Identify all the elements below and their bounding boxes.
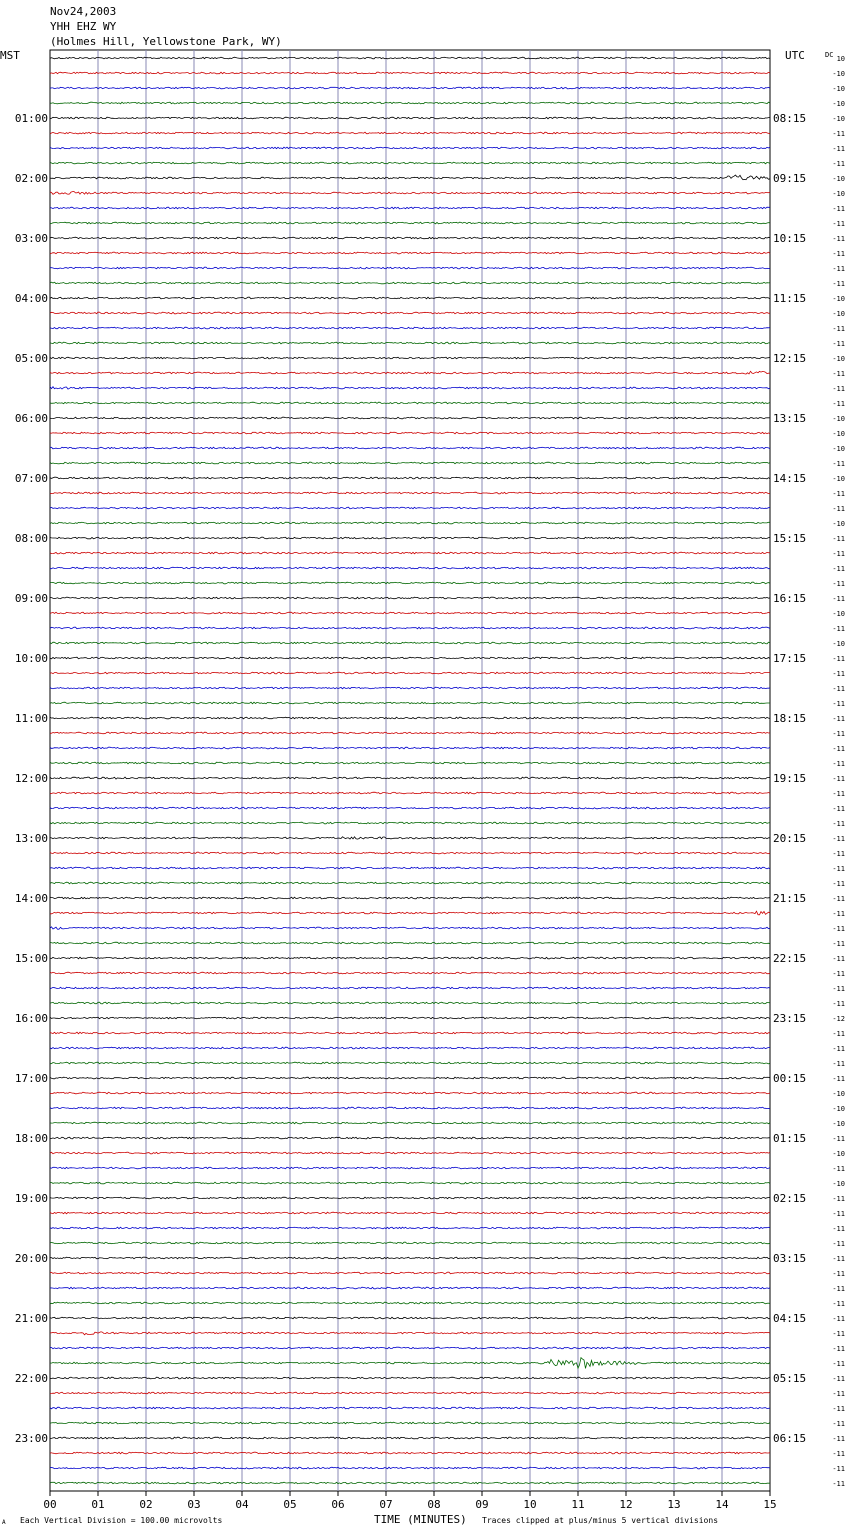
- trace-line: [50, 1137, 770, 1139]
- trace-line: [50, 357, 770, 359]
- dc-offset-value: -11: [832, 145, 845, 153]
- trace-line: [50, 252, 770, 254]
- dc-offset-value: -11: [832, 205, 845, 213]
- trace-line: [50, 1392, 770, 1394]
- trace-line: [50, 1107, 770, 1109]
- right-hour-label: 04:15: [773, 1312, 807, 1325]
- left-hour-label: 22:00: [14, 1372, 48, 1385]
- trace-line: [50, 1122, 770, 1124]
- station-location: (Holmes Hill, Yellowstone Park, WY): [50, 35, 282, 48]
- x-tick-label: 13: [667, 1498, 681, 1511]
- trace-line: [50, 582, 770, 584]
- trace-line: [50, 957, 770, 959]
- trace-line: [50, 777, 770, 779]
- left-hour-label: 03:00: [14, 232, 48, 245]
- trace-line: [50, 432, 770, 434]
- trace-line: [50, 1422, 770, 1424]
- trace-line: [50, 1197, 770, 1199]
- right-hour-label: 19:15: [773, 772, 807, 785]
- left-hour-label: 18:00: [14, 1132, 48, 1145]
- left-timezone-label: MST: [0, 49, 20, 62]
- dc-offset-value: -11: [832, 1420, 845, 1428]
- dc-offset-value: -11: [832, 265, 845, 273]
- trace-line: [50, 567, 770, 569]
- trace-line: [50, 1272, 770, 1274]
- trace-line: [50, 237, 770, 239]
- dc-offset-value: 10: [836, 55, 845, 63]
- dc-offset-value: -11: [832, 805, 845, 813]
- corner-mark: A: [2, 1519, 6, 1526]
- dc-offset-value: -11: [832, 1030, 845, 1038]
- trace-line: [50, 175, 770, 180]
- dc-offset-value: -11: [832, 1345, 845, 1353]
- dc-offset-value: -11: [832, 1195, 845, 1203]
- left-hour-label: 11:00: [14, 712, 48, 725]
- right-hour-label: 00:15: [773, 1072, 807, 1085]
- dc-offset-value: -11: [832, 1240, 845, 1248]
- right-hour-label: 15:15: [773, 532, 807, 545]
- trace-line: [50, 717, 770, 719]
- left-hour-label: 23:00: [14, 1432, 48, 1445]
- scale-note: Each Vertical Division = 100.00 microvolts: [20, 1516, 223, 1525]
- trace-line: [50, 477, 770, 479]
- trace-line: [50, 192, 770, 195]
- x-axis-title: TIME (MINUTES): [374, 1513, 467, 1526]
- trace-line: [50, 507, 770, 509]
- trace-line: [50, 327, 770, 329]
- dc-offset-value: -11: [832, 160, 845, 168]
- trace-line: [50, 1482, 770, 1484]
- dc-offset-value: -11: [832, 1315, 845, 1323]
- trace-line: [50, 462, 770, 464]
- right-hour-label: 10:15: [773, 232, 807, 245]
- dc-offset-value: -11: [832, 700, 845, 708]
- dc-offset-value: -11: [832, 970, 845, 978]
- dc-offset-value: -11: [832, 490, 845, 498]
- right-hour-label: 12:15: [773, 352, 807, 365]
- trace-line: [50, 687, 770, 689]
- x-tick-label: 12: [619, 1498, 633, 1511]
- trace-line: [50, 371, 770, 374]
- trace-line: [50, 1212, 770, 1214]
- trace-line: [50, 942, 770, 944]
- trace-line: [50, 657, 770, 659]
- dc-offset-value: -11: [832, 505, 845, 513]
- trace-line: [50, 1358, 770, 1369]
- dc-offset-value: -10: [832, 430, 845, 438]
- trace-line: [50, 642, 770, 644]
- trace-line: [50, 57, 770, 59]
- trace-line: [50, 627, 770, 629]
- trace-line: [50, 612, 770, 614]
- dc-offset-value: -11: [832, 580, 845, 588]
- dc-offset-value: -11: [832, 1375, 845, 1383]
- dc-offset-value: -11: [832, 535, 845, 543]
- x-tick-label: 04: [235, 1498, 249, 1511]
- dc-offset-value: -11: [832, 625, 845, 633]
- dc-offset-value: -11: [832, 670, 845, 678]
- dc-offset-value: -11: [832, 250, 845, 258]
- left-hour-label: 16:00: [14, 1012, 48, 1025]
- trace-line: [50, 1317, 770, 1319]
- dc-offset-value: -11: [832, 280, 845, 288]
- dc-offset-value: -11: [832, 325, 845, 333]
- dc-offset-value: -11: [832, 1480, 845, 1488]
- trace-line: [50, 402, 770, 404]
- dc-offset-value: -11: [832, 880, 845, 888]
- dc-offset-value: -11: [832, 925, 845, 933]
- dc-offset-value: -11: [832, 940, 845, 948]
- trace-line: [50, 72, 770, 74]
- dc-offset-value: -10: [832, 1090, 845, 1098]
- trace-line: [50, 822, 770, 824]
- dc-offset-value: -11: [832, 1300, 845, 1308]
- dc-offset-value: -11: [832, 460, 845, 468]
- trace-line: [50, 1182, 770, 1184]
- x-tick-label: 07: [379, 1498, 393, 1511]
- trace-line: [50, 1152, 770, 1154]
- trace-line: [50, 911, 770, 915]
- dc-offset-value: -11: [832, 1465, 845, 1473]
- x-tick-label: 09: [475, 1498, 489, 1511]
- dc-offset-value: -11: [832, 790, 845, 798]
- dc-offset-value: -10: [832, 415, 845, 423]
- trace-line: [50, 1257, 770, 1259]
- trace-line: [50, 492, 770, 494]
- dc-offset-value: -11: [832, 1135, 845, 1143]
- x-tick-label: 05: [283, 1498, 297, 1511]
- dc-offset-value: -11: [832, 1165, 845, 1173]
- dc-offset-value: -10: [832, 100, 845, 108]
- dc-offset-value: -11: [832, 730, 845, 738]
- right-hour-label: 05:15: [773, 1372, 807, 1385]
- trace-line: [50, 837, 770, 839]
- right-hour-label: 08:15: [773, 112, 807, 125]
- dc-offset-value: -11: [832, 220, 845, 228]
- dc-offset-value: -11: [832, 370, 845, 378]
- trace-line: [50, 1092, 770, 1094]
- left-hour-label: 02:00: [14, 172, 48, 185]
- trace-line: [50, 597, 770, 599]
- trace-line: [50, 1302, 770, 1304]
- dc-offset-value: -11: [832, 1360, 845, 1368]
- dc-offset-value: -11: [832, 130, 845, 138]
- trace-line: [50, 672, 770, 674]
- dc-offset-value: -10: [832, 115, 845, 123]
- x-tick-label: 11: [571, 1498, 585, 1511]
- trace-line: [50, 747, 770, 749]
- trace-line: [50, 1437, 770, 1439]
- right-hour-label: 23:15: [773, 1012, 807, 1025]
- right-hour-label: 21:15: [773, 892, 807, 905]
- right-hour-label: 16:15: [773, 592, 807, 605]
- trace-line: [50, 807, 770, 809]
- trace-line: [50, 552, 770, 554]
- trace-line: [50, 1062, 770, 1064]
- dc-offset-value: -11: [832, 895, 845, 903]
- dc-offset-value: -12: [832, 1015, 845, 1023]
- right-hour-label: 03:15: [773, 1252, 807, 1265]
- dc-offset-value: -11: [832, 1075, 845, 1083]
- right-hour-label: 09:15: [773, 172, 807, 185]
- dc-offset-value: -11: [832, 1330, 845, 1338]
- left-hour-label: 17:00: [14, 1072, 48, 1085]
- x-tick-label: 14: [715, 1498, 729, 1511]
- trace-line: [50, 1452, 770, 1454]
- trace-line: [50, 1077, 770, 1079]
- dc-offset-value: -11: [832, 1435, 845, 1443]
- dc-offset-value: -10: [832, 295, 845, 303]
- dc-offset-value: -11: [832, 1255, 845, 1263]
- x-tick-label: 02: [139, 1498, 153, 1511]
- left-hour-label: 10:00: [14, 652, 48, 665]
- dc-offset-value: -11: [832, 850, 845, 858]
- recording-date: Nov24,2003: [50, 5, 117, 18]
- trace-line: [50, 1032, 770, 1034]
- dc-offset-value: -11: [832, 955, 845, 963]
- dc-offset-value: -10: [832, 175, 845, 183]
- x-tick-label: 00: [43, 1498, 57, 1511]
- trace-line: [50, 987, 770, 989]
- dc-offset-value: -11: [832, 835, 845, 843]
- trace-line: [50, 447, 770, 449]
- left-hour-label: 13:00: [14, 832, 48, 845]
- dc-offset-value: -11: [832, 715, 845, 723]
- station-id: YHH EHZ WY: [50, 20, 117, 33]
- dc-offset-value: -11: [832, 340, 845, 348]
- dc-offset-value: -11: [832, 1450, 845, 1458]
- dc-offset-value: -11: [832, 745, 845, 753]
- trace-line: [50, 1002, 770, 1004]
- dc-offset-value: -10: [832, 1150, 845, 1158]
- trace-line: [50, 1227, 770, 1229]
- dc-offset-value: -11: [832, 1285, 845, 1293]
- trace-line: [50, 1467, 770, 1469]
- right-hour-label: 22:15: [773, 952, 807, 965]
- trace-line: [50, 87, 770, 89]
- x-tick-label: 08: [427, 1498, 441, 1511]
- dc-offset-value: -10: [832, 1120, 845, 1128]
- trace-line: [50, 732, 770, 734]
- left-hour-label: 20:00: [14, 1252, 48, 1265]
- trace-line: [50, 882, 770, 884]
- trace-line: [50, 1242, 770, 1244]
- trace-line: [50, 117, 770, 119]
- trace-line: [50, 102, 770, 104]
- right-hour-label: 11:15: [773, 292, 807, 305]
- dc-offset-value: -11: [832, 1225, 845, 1233]
- x-tick-label: 01: [91, 1498, 105, 1511]
- trace-line: [50, 1017, 770, 1019]
- dc-offset-value: -10: [832, 1105, 845, 1113]
- dc-offset-value: -11: [832, 760, 845, 768]
- dc-offset-value: -10: [832, 310, 845, 318]
- dc-offset-value: -10: [832, 445, 845, 453]
- x-tick-label: 03: [187, 1498, 201, 1511]
- dc-offset-value: -11: [832, 595, 845, 603]
- dc-offset-value: -11: [832, 655, 845, 663]
- trace-line: [50, 702, 770, 704]
- dc-offset-value: -11: [832, 820, 845, 828]
- left-hour-label: 14:00: [14, 892, 48, 905]
- left-hour-label: 06:00: [14, 412, 48, 425]
- left-hour-label: 21:00: [14, 1312, 48, 1325]
- trace-line: [50, 342, 770, 344]
- dc-offset-value: -10: [832, 85, 845, 93]
- trace-line: [50, 1167, 770, 1169]
- trace-line: [50, 282, 770, 284]
- dc-offset-value: -11: [832, 910, 845, 918]
- trace-line: [50, 222, 770, 224]
- left-hour-label: 12:00: [14, 772, 48, 785]
- left-hour-label: 04:00: [14, 292, 48, 305]
- trace-line: [50, 867, 770, 869]
- dc-offset-value: -10: [832, 1180, 845, 1188]
- trace-line: [50, 522, 770, 524]
- right-hour-label: 20:15: [773, 832, 807, 845]
- dc-offset-value: -11: [832, 865, 845, 873]
- dc-offset-value: -11: [832, 235, 845, 243]
- left-hour-label: 07:00: [14, 472, 48, 485]
- dc-offset-value: -10: [832, 640, 845, 648]
- dc-offset-value: -11: [832, 1405, 845, 1413]
- right-timezone-label: UTC: [785, 49, 805, 62]
- plot-frame: [50, 50, 770, 1491]
- clip-note: Traces clipped at plus/minus 5 vertical divisions: [482, 1516, 719, 1525]
- dc-offset-value: -11: [832, 1060, 845, 1068]
- dc-offset-value: -11: [832, 1045, 845, 1053]
- dc-offset-value: -11: [832, 385, 845, 393]
- trace-line: [50, 792, 770, 794]
- trace-line: [50, 852, 770, 854]
- dc-offset-value: -11: [832, 775, 845, 783]
- dc-offset-value: -11: [832, 1390, 845, 1398]
- right-hour-label: 01:15: [773, 1132, 807, 1145]
- trace-line: [50, 312, 770, 314]
- left-hour-label: 19:00: [14, 1192, 48, 1205]
- dc-offset-value: -10: [832, 610, 845, 618]
- trace-line: [50, 1287, 770, 1289]
- trace-line: [50, 897, 770, 899]
- right-hour-label: 14:15: [773, 472, 807, 485]
- trace-line: [50, 1047, 770, 1049]
- trace-line: [50, 972, 770, 974]
- trace-line: [50, 1347, 770, 1349]
- trace-line: [50, 1332, 770, 1335]
- x-tick-label: 10: [523, 1498, 537, 1511]
- right-hour-label: 02:15: [773, 1192, 807, 1205]
- right-hour-label: 06:15: [773, 1432, 807, 1445]
- x-tick-label: 06: [331, 1498, 345, 1511]
- dc-offset-value: -10: [832, 190, 845, 198]
- dc-label: DC: [825, 51, 834, 59]
- trace-line: [50, 537, 770, 539]
- dc-offset-value: -10: [832, 520, 845, 528]
- trace-line: [50, 387, 770, 390]
- left-hour-label: 05:00: [14, 352, 48, 365]
- dc-offset-value: -11: [832, 1270, 845, 1278]
- x-tick-label: 15: [763, 1498, 777, 1511]
- trace-line: [50, 162, 770, 164]
- trace-line: [50, 762, 770, 764]
- trace-line: [50, 207, 770, 209]
- trace-line: [50, 927, 770, 929]
- dc-offset-value: -11: [832, 565, 845, 573]
- dc-offset-value: -11: [832, 985, 845, 993]
- dc-offset-value: -11: [832, 550, 845, 558]
- trace-line: [50, 132, 770, 134]
- left-hour-label: 09:00: [14, 592, 48, 605]
- trace-line: [50, 147, 770, 149]
- left-hour-label: 01:00: [14, 112, 48, 125]
- right-hour-label: 18:15: [773, 712, 807, 725]
- dc-offset-value: -11: [832, 1000, 845, 1008]
- dc-offset-value: -10: [832, 355, 845, 363]
- dc-offset-value: -11: [832, 685, 845, 693]
- dc-offset-value: -11: [832, 400, 845, 408]
- trace-line: [50, 1377, 770, 1379]
- trace-line: [50, 297, 770, 299]
- right-hour-label: 17:15: [773, 652, 807, 665]
- dc-offset-value: -11: [832, 1210, 845, 1218]
- left-hour-label: 08:00: [14, 532, 48, 545]
- right-hour-label: 13:15: [773, 412, 807, 425]
- left-hour-label: 15:00: [14, 952, 48, 965]
- dc-offset-value: -10: [832, 70, 845, 78]
- trace-line: [50, 1407, 770, 1409]
- trace-line: [50, 267, 770, 269]
- dc-offset-value: -10: [832, 475, 845, 483]
- trace-line: [50, 417, 770, 419]
